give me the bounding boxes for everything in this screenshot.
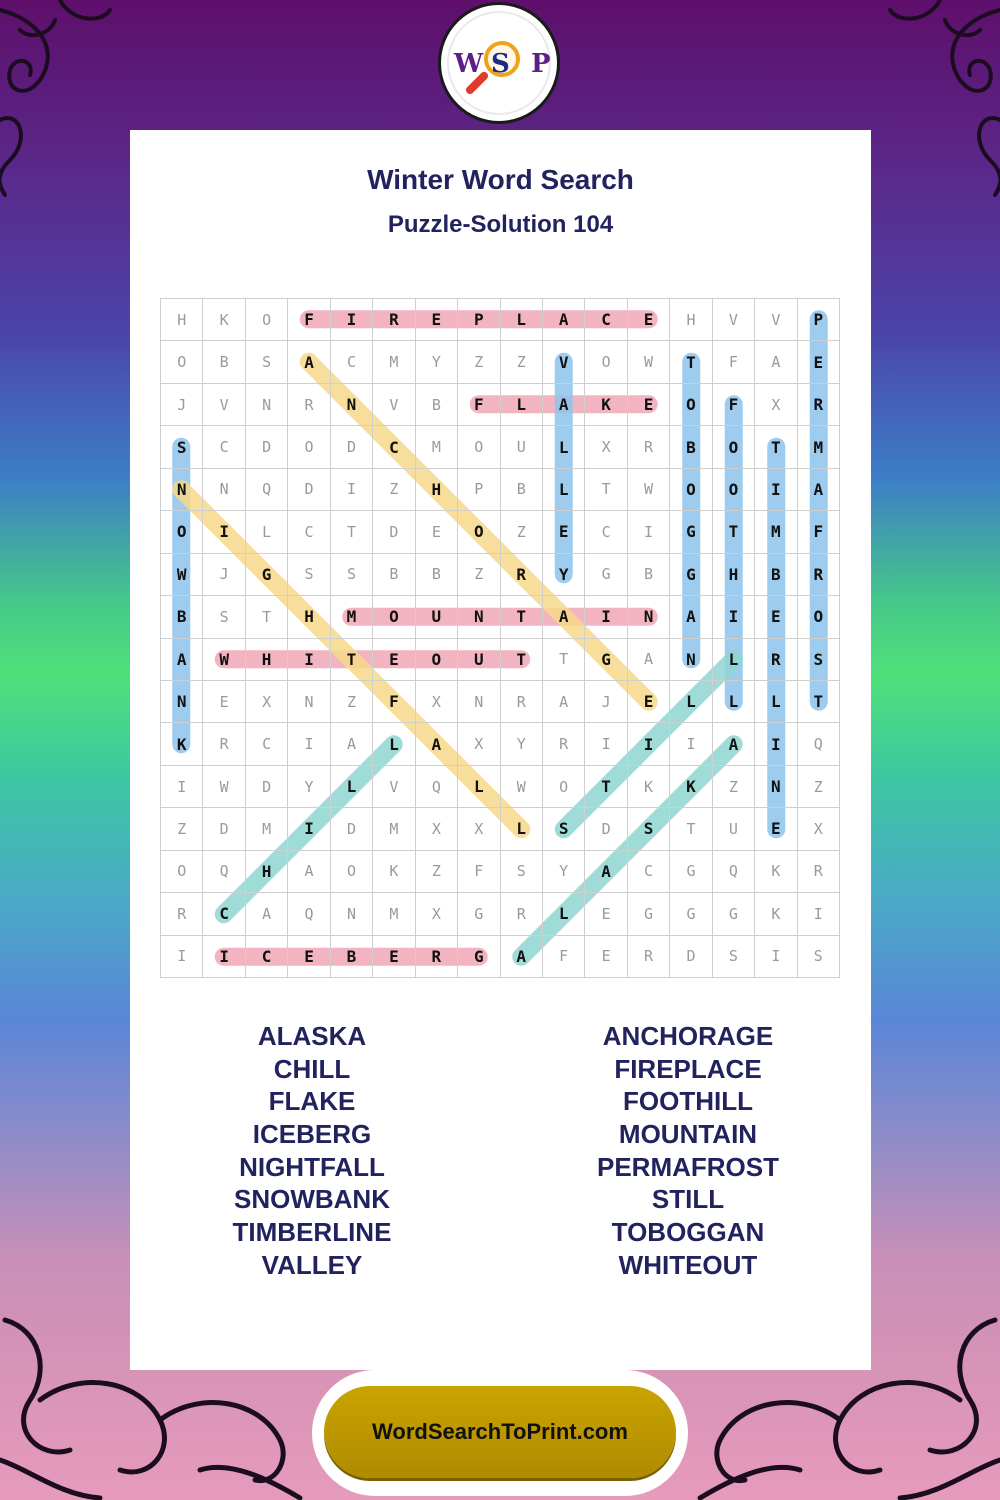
grid-cell[interactable]: L — [501, 808, 543, 850]
grid-cell[interactable]: G — [628, 893, 670, 935]
grid-cell[interactable]: L — [458, 766, 500, 808]
grid-cell[interactable]: X — [798, 808, 840, 850]
grid-cell[interactable]: W — [501, 766, 543, 808]
grid-cell[interactable]: Z — [373, 469, 415, 511]
grid-cell[interactable]: H — [416, 469, 458, 511]
grid-cell[interactable]: E — [203, 681, 245, 723]
grid-cell[interactable]: L — [670, 681, 712, 723]
grid-cell[interactable]: I — [203, 511, 245, 553]
grid-cell[interactable]: H — [713, 554, 755, 596]
grid-cell[interactable]: H — [161, 299, 203, 341]
word-list-item: VALLEY — [261, 1249, 363, 1280]
grid-cell[interactable]: E — [373, 936, 415, 978]
grid-cell[interactable]: I — [755, 936, 797, 978]
grid-cell[interactable]: U — [458, 639, 500, 681]
grid-cell[interactable]: U — [416, 596, 458, 638]
grid-cell[interactable]: O — [798, 596, 840, 638]
grid-cell[interactable]: S — [628, 808, 670, 850]
grid-cell[interactable]: R — [798, 851, 840, 893]
grid-cell[interactable]: T — [755, 426, 797, 468]
grid-cell[interactable]: J — [203, 554, 245, 596]
grid-cell[interactable]: G — [670, 554, 712, 596]
grid-cell[interactable]: T — [585, 469, 627, 511]
grid-cell[interactable]: N — [458, 596, 500, 638]
grid-cell[interactable]: O — [246, 299, 288, 341]
grid-cell[interactable]: C — [203, 426, 245, 468]
grid-cell[interactable]: S — [798, 639, 840, 681]
word-list-item: SNOWBANK — [234, 1184, 390, 1215]
grid-cell[interactable]: B — [755, 554, 797, 596]
word-list-item: TIMBERLINE — [232, 1217, 392, 1248]
grid-cell[interactable]: R — [755, 639, 797, 681]
grid-cell[interactable]: L — [543, 893, 585, 935]
page-subtitle: Puzzle-Solution 104 — [387, 211, 614, 238]
grid-cell[interactable]: R — [501, 893, 543, 935]
grid-cell[interactable]: V — [755, 299, 797, 341]
grid-cell[interactable]: R — [288, 384, 330, 426]
grid-cell[interactable]: Z — [331, 681, 373, 723]
grid-cell[interactable]: X — [585, 426, 627, 468]
grid-cell[interactable]: I — [288, 808, 330, 850]
grid-cell[interactable]: N — [755, 766, 797, 808]
grid-cell[interactable]: O — [670, 384, 712, 426]
grid-cell[interactable]: T — [670, 808, 712, 850]
grid-cell[interactable]: W — [203, 639, 245, 681]
grid-cell[interactable]: N — [161, 469, 203, 511]
wsp-logo — [438, 2, 560, 124]
grid-cell[interactable]: I — [331, 299, 373, 341]
grid-cell[interactable]: C — [246, 936, 288, 978]
grid-cell[interactable]: L — [713, 681, 755, 723]
grid-cell[interactable]: G — [713, 893, 755, 935]
grid-cell[interactable]: O — [713, 426, 755, 468]
grid-cell[interactable]: A — [543, 596, 585, 638]
grid-cell[interactable]: L — [331, 766, 373, 808]
grid-cell[interactable]: Z — [501, 511, 543, 553]
grid-cell[interactable]: H — [288, 596, 330, 638]
grid-cell[interactable]: A — [288, 341, 330, 383]
grid-cell[interactable]: A — [161, 639, 203, 681]
grid-cell[interactable]: B — [373, 554, 415, 596]
grid-cell[interactable]: I — [585, 596, 627, 638]
logo-letter-w: W — [454, 49, 484, 79]
grid-cell[interactable]: T — [670, 341, 712, 383]
corner-ornament-top-right — [870, 0, 1000, 200]
grid-cell[interactable]: I — [288, 723, 330, 765]
grid-cell[interactable]: I — [288, 639, 330, 681]
grid-cell[interactable]: E — [755, 596, 797, 638]
grid-cell[interactable]: E — [288, 936, 330, 978]
grid-cell[interactable]: A — [670, 596, 712, 638]
grid-cell[interactable]: T — [798, 681, 840, 723]
grid-cell[interactable]: R — [628, 936, 670, 978]
grid-cell[interactable]: A — [501, 936, 543, 978]
grid-cell[interactable]: Z — [713, 766, 755, 808]
grid-cell[interactable]: S — [246, 341, 288, 383]
grid-cell[interactable]: O — [373, 596, 415, 638]
grid-cell[interactable]: I — [755, 469, 797, 511]
grid-cell[interactable]: V — [713, 299, 755, 341]
grid-cell[interactable]: I — [628, 511, 670, 553]
grid-cell[interactable]: T — [331, 639, 373, 681]
grid-cell[interactable]: X — [416, 681, 458, 723]
grid-cell[interactable]: C — [373, 426, 415, 468]
grid-cell[interactable]: B — [416, 384, 458, 426]
grid-cell[interactable]: C — [585, 511, 627, 553]
grid-cell[interactable]: M — [373, 893, 415, 935]
grid-cell[interactable]: Q — [713, 851, 755, 893]
grid-cell[interactable]: K — [628, 766, 670, 808]
grid-cell[interactable]: T — [585, 766, 627, 808]
grid-cell[interactable]: S — [713, 936, 755, 978]
grid-cell[interactable]: W — [203, 766, 245, 808]
grid-cell[interactable]: Q — [288, 893, 330, 935]
grid-cell[interactable]: A — [585, 851, 627, 893]
word-list-item: NIGHTFALL — [239, 1151, 385, 1182]
grid-cell[interactable]: E — [628, 299, 670, 341]
grid-cell[interactable]: S — [501, 851, 543, 893]
grid-cell[interactable]: A — [798, 469, 840, 511]
grid-cell[interactable]: O — [161, 851, 203, 893]
grid-cell[interactable]: K — [585, 384, 627, 426]
grid-cell[interactable]: V — [543, 341, 585, 383]
grid-cell[interactable]: M — [798, 426, 840, 468]
grid-cell[interactable]: D — [331, 808, 373, 850]
grid-cell[interactable]: G — [458, 893, 500, 935]
grid-cell[interactable]: R — [628, 426, 670, 468]
grid-cell[interactable]: G — [670, 893, 712, 935]
grid-cell[interactable]: X — [458, 808, 500, 850]
grid-cell[interactable]: O — [331, 851, 373, 893]
grid-cell[interactable]: S — [288, 554, 330, 596]
word-list-right — [538, 1020, 838, 1282]
grid-cell[interactable]: B — [501, 469, 543, 511]
grid-cell[interactable]: O — [543, 766, 585, 808]
grid-cell[interactable]: W — [161, 554, 203, 596]
grid-cell[interactable]: O — [585, 341, 627, 383]
grid-cell[interactable]: C — [628, 851, 670, 893]
grid-cell[interactable]: N — [628, 596, 670, 638]
corner-ornament-top-left — [0, 0, 130, 200]
grid-cell[interactable]: Z — [798, 766, 840, 808]
grid-cell[interactable]: H — [670, 299, 712, 341]
grid-cell[interactable]: O — [670, 469, 712, 511]
grid-cell[interactable]: H — [246, 639, 288, 681]
grid-cell[interactable]: T — [501, 639, 543, 681]
grid-cell[interactable]: B — [628, 554, 670, 596]
grid-cell[interactable]: Z — [458, 554, 500, 596]
grid-cell[interactable]: G — [585, 554, 627, 596]
grid-cell[interactable]: J — [585, 681, 627, 723]
grid-cell[interactable]: R — [161, 893, 203, 935]
grid-cell[interactable]: B — [161, 596, 203, 638]
grid-cell[interactable]: K — [203, 299, 245, 341]
grid-cell[interactable]: C — [288, 511, 330, 553]
grid-cell[interactable]: L — [713, 639, 755, 681]
grid-cell[interactable]: K — [670, 766, 712, 808]
grid-cell[interactable]: M — [373, 808, 415, 850]
grid-cell[interactable]: S — [331, 554, 373, 596]
grid-cell[interactable]: R — [501, 554, 543, 596]
grid-cell[interactable]: P — [458, 299, 500, 341]
grid-cell[interactable]: O — [458, 511, 500, 553]
word-list-item: MOUNTAIN — [618, 1119, 758, 1150]
page-title: Winter Word Search — [367, 164, 634, 195]
grid-cell[interactable]: E — [798, 341, 840, 383]
word-list-item: CHILL — [273, 1053, 351, 1084]
word-list-left — [162, 1020, 462, 1282]
grid-cell[interactable]: I — [331, 469, 373, 511]
grid-cell[interactable]: A — [755, 341, 797, 383]
grid-cell[interactable]: M — [373, 341, 415, 383]
grid-cell[interactable]: X — [458, 723, 500, 765]
grid-cell[interactable]: E — [416, 299, 458, 341]
grid-cell[interactable]: T — [246, 596, 288, 638]
grid-cell[interactable]: D — [288, 469, 330, 511]
grid-cell[interactable]: T — [501, 596, 543, 638]
grid-cell[interactable]: Z — [458, 341, 500, 383]
grid-cell[interactable]: L — [755, 681, 797, 723]
grid-cell[interactable]: I — [585, 723, 627, 765]
grid-cell[interactable]: B — [670, 426, 712, 468]
grid-cell[interactable]: X — [755, 384, 797, 426]
grid-cell[interactable]: D — [246, 426, 288, 468]
grid-cell[interactable]: I — [713, 596, 755, 638]
grid-cell[interactable]: D — [246, 766, 288, 808]
grid-cell[interactable]: E — [628, 681, 670, 723]
grid-cell[interactable]: N — [331, 893, 373, 935]
grid-cell[interactable]: I — [670, 723, 712, 765]
grid-cell[interactable]: T — [331, 511, 373, 553]
grid-cell[interactable]: V — [373, 384, 415, 426]
grid-cell[interactable]: A — [288, 851, 330, 893]
grid-cell[interactable]: F — [713, 341, 755, 383]
grid-cell[interactable]: R — [501, 681, 543, 723]
logo-letter-p: P — [531, 49, 551, 79]
grid-cell[interactable]: M — [416, 426, 458, 468]
grid-cell[interactable]: O — [161, 511, 203, 553]
grid-cell[interactable]: K — [755, 893, 797, 935]
grid-cell[interactable]: R — [798, 384, 840, 426]
grid-cell[interactable]: U — [501, 426, 543, 468]
word-list-item: FLAKE — [268, 1086, 356, 1117]
grid-cell[interactable]: S — [543, 808, 585, 850]
grid-cell[interactable]: M — [755, 511, 797, 553]
grid-cell[interactable]: G — [458, 936, 500, 978]
website-link[interactable]: WordSearchToPrint.com — [324, 1386, 676, 1478]
grid-cell[interactable]: T — [713, 511, 755, 553]
grid-cell[interactable]: D — [585, 808, 627, 850]
grid-cell[interactable]: D — [203, 808, 245, 850]
grid-cell[interactable]: N — [246, 384, 288, 426]
grid-cell[interactable]: F — [373, 681, 415, 723]
grid-cell[interactable]: A — [628, 639, 670, 681]
grid-cell[interactable]: E — [755, 808, 797, 850]
grid-cell[interactable]: W — [628, 341, 670, 383]
grid-cell[interactable]: F — [458, 851, 500, 893]
grid-cell[interactable]: A — [246, 893, 288, 935]
word-list-item: WHITEOUT — [618, 1249, 758, 1280]
grid-cell[interactable]: Q — [246, 469, 288, 511]
grid-cell[interactable]: S — [203, 596, 245, 638]
grid-cell[interactable]: E — [373, 639, 415, 681]
word-list-item: ICEBERG — [252, 1119, 372, 1150]
grid-cell[interactable]: E — [416, 511, 458, 553]
grid-cell[interactable]: L — [543, 426, 585, 468]
grid-cell[interactable]: N — [670, 639, 712, 681]
grid-cell[interactable]: Y — [501, 723, 543, 765]
grid-cell[interactable]: A — [543, 384, 585, 426]
grid-cell[interactable]: D — [670, 936, 712, 978]
grid-cell[interactable]: M — [331, 596, 373, 638]
grid-cell[interactable]: F — [798, 511, 840, 553]
grid-cell[interactable]: D — [373, 511, 415, 553]
word-list-item: FIREPLACE — [614, 1053, 762, 1084]
grid-cell[interactable]: K — [161, 723, 203, 765]
grid-cell[interactable]: N — [161, 681, 203, 723]
grid-cell[interactable]: O — [288, 426, 330, 468]
grid-cell[interactable]: M — [246, 808, 288, 850]
grid-cell[interactable]: A — [543, 299, 585, 341]
grid-cell[interactable]: G — [670, 851, 712, 893]
grid-cell[interactable]: Y — [416, 341, 458, 383]
grid-cell[interactable]: R — [798, 554, 840, 596]
grid-cell[interactable]: Y — [543, 851, 585, 893]
grid-cell[interactable]: B — [331, 936, 373, 978]
grid-cell[interactable]: N — [458, 681, 500, 723]
grid-cell[interactable]: K — [373, 851, 415, 893]
letter-grid — [160, 298, 840, 978]
grid-cell[interactable]: F — [288, 299, 330, 341]
word-list-item: TOBOGGAN — [611, 1217, 765, 1248]
grid-cell[interactable]: O — [713, 469, 755, 511]
word-list-item: PERMAFROST — [597, 1151, 779, 1182]
word-list-item: ANCHORAGE — [602, 1021, 774, 1051]
grid-cell[interactable]: L — [246, 511, 288, 553]
word-list-item: STILL — [651, 1184, 725, 1215]
grid-cell[interactable]: C — [203, 893, 245, 935]
grid-cell[interactable]: F — [543, 936, 585, 978]
grid-cell[interactable]: B — [203, 341, 245, 383]
grid-cell[interactable]: Z — [416, 851, 458, 893]
grid-cell[interactable]: E — [543, 511, 585, 553]
grid-cell[interactable]: U — [713, 808, 755, 850]
grid-cell[interactable]: S — [161, 426, 203, 468]
grid-cell[interactable]: G — [585, 639, 627, 681]
grid-cell[interactable]: E — [585, 893, 627, 935]
grid-cell[interactable]: Q — [798, 723, 840, 765]
grid-cell[interactable]: O — [458, 426, 500, 468]
grid-cell[interactable]: H — [246, 851, 288, 893]
grid-cell[interactable]: S — [798, 936, 840, 978]
grid-cell[interactable]: Z — [501, 341, 543, 383]
grid-cell[interactable]: E — [585, 936, 627, 978]
grid-cell[interactable]: I — [628, 723, 670, 765]
grid-cell[interactable]: N — [288, 681, 330, 723]
grid-cell[interactable]: N — [331, 384, 373, 426]
grid-cell[interactable]: R — [543, 723, 585, 765]
grid-cell[interactable]: C — [246, 723, 288, 765]
grid-cell[interactable]: T — [543, 639, 585, 681]
grid-cell[interactable]: L — [543, 469, 585, 511]
grid-cell[interactable]: L — [501, 299, 543, 341]
grid-cell[interactable]: C — [331, 341, 373, 383]
grid-cell[interactable]: R — [203, 723, 245, 765]
grid-cell[interactable]: K — [755, 851, 797, 893]
grid-cell[interactable]: X — [416, 808, 458, 850]
grid-cell[interactable]: J — [161, 384, 203, 426]
grid-cell[interactable]: L — [373, 723, 415, 765]
grid-cell[interactable]: C — [585, 299, 627, 341]
grid-cell[interactable]: O — [416, 639, 458, 681]
grid-cell[interactable]: Z — [161, 808, 203, 850]
word-list-item: ALASKA — [257, 1021, 367, 1051]
grid-cell[interactable]: R — [416, 936, 458, 978]
word-list-item: FOOTHILL — [623, 1086, 753, 1117]
grid-cell[interactable]: W — [628, 469, 670, 511]
grid-cell[interactable]: I — [161, 766, 203, 808]
grid-cell[interactable]: G — [670, 511, 712, 553]
grid-cell[interactable]: Y — [288, 766, 330, 808]
grid-cell[interactable]: O — [161, 341, 203, 383]
grid-cell[interactable]: V — [373, 766, 415, 808]
grid-cell[interactable]: G — [246, 554, 288, 596]
grid-cell[interactable]: L — [501, 384, 543, 426]
grid-cell[interactable]: D — [331, 426, 373, 468]
grid-cell[interactable]: E — [628, 384, 670, 426]
grid-cell[interactable]: Q — [416, 766, 458, 808]
grid-cell[interactable]: F — [713, 384, 755, 426]
grid-cell[interactable]: X — [246, 681, 288, 723]
grid-cell[interactable]: A — [713, 723, 755, 765]
grid-cell[interactable]: Q — [203, 851, 245, 893]
grid-cell[interactable]: V — [203, 384, 245, 426]
grid-cell[interactable]: I — [798, 893, 840, 935]
grid-cell[interactable]: F — [458, 384, 500, 426]
grid-cell[interactable]: R — [373, 299, 415, 341]
grid-cell[interactable]: I — [161, 936, 203, 978]
grid-cell[interactable]: X — [416, 893, 458, 935]
grid-cell[interactable]: A — [543, 681, 585, 723]
grid-cell[interactable]: B — [416, 554, 458, 596]
grid-cell[interactable]: N — [203, 469, 245, 511]
logo-letter-s: S — [491, 49, 510, 79]
grid-cell[interactable]: A — [331, 723, 373, 765]
grid-cell[interactable]: Y — [543, 554, 585, 596]
grid-cell[interactable]: P — [798, 299, 840, 341]
grid-cell[interactable]: P — [458, 469, 500, 511]
grid-cell[interactable]: I — [755, 723, 797, 765]
grid-cell[interactable]: I — [203, 936, 245, 978]
grid-cell[interactable]: A — [416, 723, 458, 765]
